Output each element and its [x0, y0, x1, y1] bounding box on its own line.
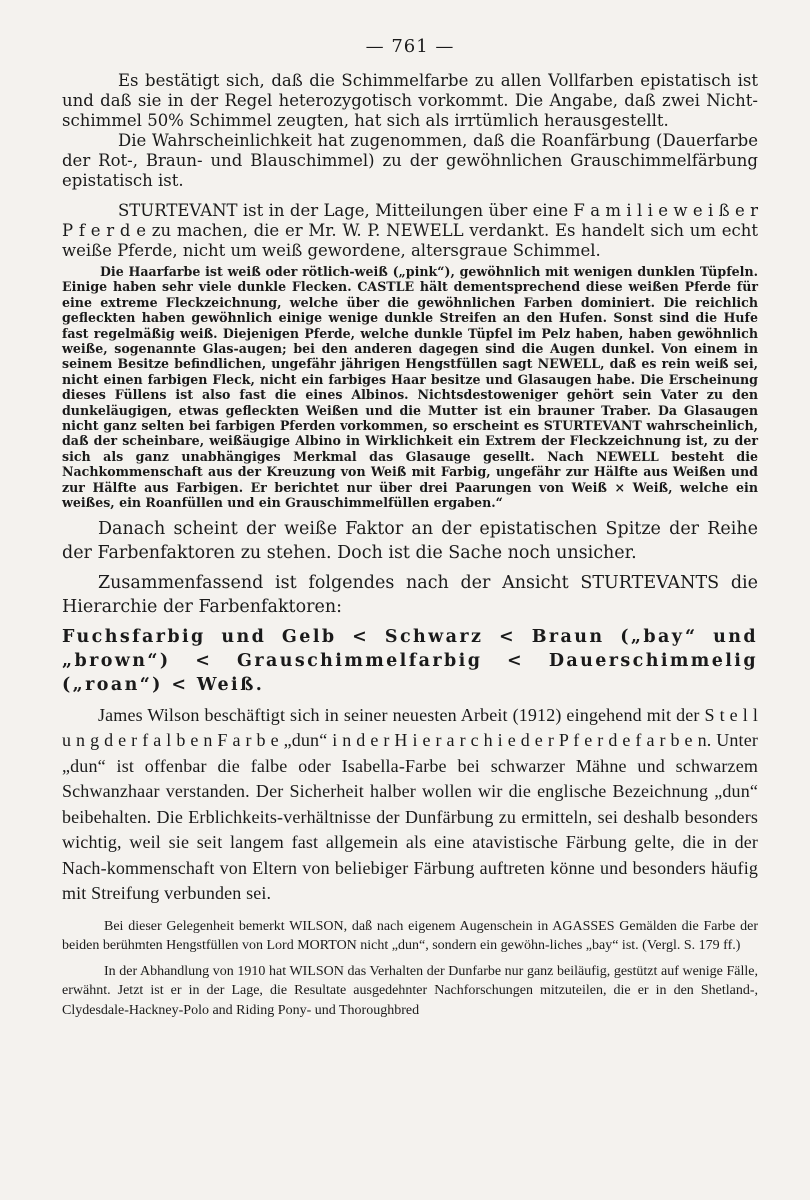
wilson-section: [62, 703, 758, 907]
quoted-report: [62, 264, 758, 511]
paragraph-sturtevant: STURTEVANT ist in der Lage, Mitteilungen über eine F a m i l i e w e i ß e r P f e r d e zu machen, die er Mr. W. P. NEWELL verdankt. Es handelt sich um echt weiße Pferde, nicht um weiß gewordene, altersgraue Schimmel.: [62, 201, 758, 260]
conclusion-section: [62, 517, 758, 697]
footnotes: [62, 917, 758, 1021]
paragraph-schimmel: Es bestätigt sich, daß die Schimmelfarbe zu allen Vollfarben epistatisch ist und daß sie in der Regel heterozygotisch vorkommt. Die Angabe, daß zwei Nicht-schimmel 50% Schimmel zeugten, hat sich als irrtümlich herausgestellt.: [62, 71, 758, 130]
paragraph-roan: Die Wahrscheinlichkeit hat zugenommen, daß die Roanfärbung (Dauerfarbe der Rot-, Braun- und Blauschimmel) zu der gewöhnlichen Grauschimmelfärbung epistatisch ist.: [62, 131, 758, 190]
footnote-1910: In der Abhandlung von 1910 hat WILSON das Verhalten der Dunfarbe nur ganz beiläufig, gestützt auf wenige Fälle, erwähnt. Jetzt ist er in der Lage, die Resultate ausgedehnter Nachforschungen mitzuteilen, die er in den Shetland-, Clydesdale-Hackney-Polo and Riding Pony- und Thoroughbred: [62, 963, 758, 1018]
footnote-agasse: Bei dieser Gelegenheit bemerkt WILSON, daß nach eigenem Augenschein in AGASSES Gemälden die Farbe der beiden berühmten Hengstfüllen von Lord MORTON nicht „dun“, sondern ein gewöhn-liches „bay“ ist. (Vergl. S. 179 ff.): [62, 918, 758, 953]
hierarchy-line: Fuchsfarbig und Gelb < Schwarz < Braun („bay“ und „brown“) < Grauschimmelfarbig < Dauerschimmelig („roan“) < Weiß.: [62, 626, 758, 695]
paragraph-wilson: James Wilson beschäftigt sich in seiner neuesten Arbeit (1912) eingehend mit der S t e l l u n g d e r f a l b e n F a r b e „dun“ i n d e r H i e r a r c h i e d e r P f e r d e f a r b e n. Unter „dun“ ist offenbar die falbe oder Isabella-Farbe bei schwarzer Mähne und schwarzem Schwanzhaar verstanden. Der Sicherheit halber wollen wir die englische Bezeichnung „dun“ beibehalten. Die Erblichkeits-verhältnisse der Dunfärbung zu ermitteln, sei deshalb besonders wichtig, weil sie seit langem fast allgemein als eine atavistische Färbung gelte, die in der Nach-kommenschaft von Eltern von beliebiger Färbung auftreten könne und besonders häufig mit Streifung verbunden sei.: [62, 704, 758, 903]
page-number: — 761 —: [365, 36, 455, 57]
intro-section: [62, 71, 758, 261]
paragraph-white-factor: Danach scheint der weiße Faktor an der epistatischen Spitze der Reihe der Farbenfaktoren zu stehen. Doch ist die Sache noch unsicher.: [62, 518, 758, 563]
paragraph-summary: Zusammenfassend ist folgendes nach der Ansicht STURTEVANTS die Hierarchie der Farbenfaktoren:: [62, 572, 758, 617]
quote-paragraph: Die Haarfarbe ist weiß oder rötlich-weiß („pink“), gewöhnlich mit wenigen dunklen Tüpfeln. Einige haben sehr viele dunkle Flecken. CASTLE hält dementsprechend diese weißen Pferde für eine extreme Fleckzeichnung, welche über die gewöhnlichen Farben dominiert. Die reichlich gefleckten haben gewöhnlich einige wenige dunkle Streifen an den Hufen. Sonst sind die Hufe fast regelmäßig weiß. Diejenigen Pferde, welche dunkle Tüpfel im Pelz haben, haben gewöhnlich weiße, sogenannte Glas-augen; bei den anderen dagegen sind die Augen dunkel. Von einem in seinem Besitze befindlichen, ungefähr jährigen Hengstfüllen sagt NEWELL, daß es rein weiß sei, nicht einen farbigen Fleck, nicht ein farbiges Haar besitze und Glasaugen habe. Die Erscheinung dieses Füllens ist also fast die eines Albinos. Nichtsdestoweniger gehört sein Vater zu den dunkeläugigen, etwas gefleckten Weißen und die Mutter ist ein brauner Traber. Da Glasaugen nicht ganz selten bei farbigen Pferden vorkommen, so erscheint es STURTEVANT wahrscheinlich, daß der scheinbare, weißäugige Albino in Wirklichkeit ein Extrem der Fleckzeichnung ist, zu der sich als ganz unabhängiges Merkmal das Glasauge gesellt. Nach NEWELL besteht die Nachkommenschaft aus der Kreuzung von Weiß mit Farbig, ungefähr zur Hälfte aus Weißen und zur Hälfte aus Farbigen. Er berichtet nur über drei Paarungen von Weiß × Weiß, welche ein weißes, ein Roanfüllen und ein Grauschimmelfüllen ergaben.“: [62, 264, 758, 511]
